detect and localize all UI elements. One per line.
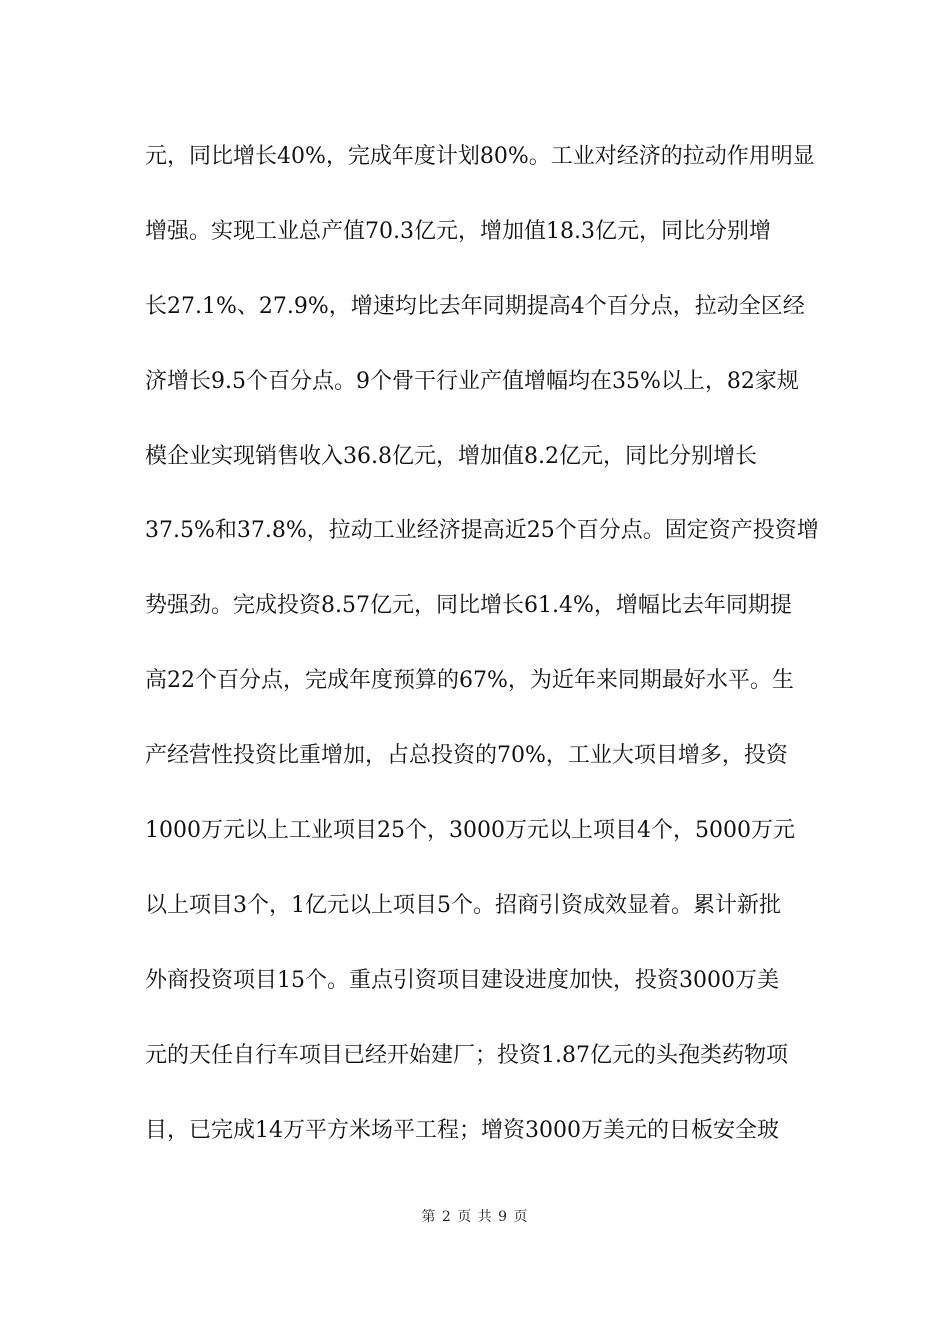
text-line: 济增长9.5个百分点。9个骨干行业产值增幅均在35%以上，82家规 <box>145 368 799 394</box>
text-line: 元的天任自行车项目已经开始建厂；投资1.87亿元的头孢类药物项 <box>145 1042 788 1068</box>
text-line: 以上项目3个，1亿元以上项目5个。招商引资成效显着。累计新批 <box>145 892 781 918</box>
page-number-footer: 第 2 页 共 9 页 <box>421 1209 529 1225</box>
text-line: 增强。实现工业总产值70.3亿元，增加值18.3亿元，同比分别增 <box>145 218 771 244</box>
text-line: 元，同比增长40%，完成年度计划80%。工业对经济的拉动作用明显 <box>145 144 815 169</box>
text-line: 37.5%和37.8%，拉动工业经济提高近25个百分点。固定资产投资增 <box>145 518 819 544</box>
text-line: 1000万元以上工业项目25个，3000万元以上项目4个，5000万元 <box>145 818 795 844</box>
body-text <box>145 134 825 1182</box>
text-line: 模企业实现销售收入36.8亿元，增加值8.2亿元，同比分别增长 <box>145 443 757 469</box>
text-line: 外商投资项目15个。重点引资项目建设进度加快，投资3000万美 <box>145 967 779 993</box>
text-line: 高22个百分点，完成年度预算的67%，为近年来同期最好水平。生 <box>145 668 794 694</box>
text-line: 长27.1%、27.9%，增速均比去年同期提高4个百分点，拉动全区经 <box>145 293 805 319</box>
text-line: 目，已完成14万平方米场平工程；增资3000万美元的日板安全玻 <box>145 1117 779 1143</box>
text-line: 产经营性投资比重增加，占总投资的70%，工业大项目增多，投资 <box>145 743 788 769</box>
text-line: 势强劲。完成投资8.57亿元，同比增长61.4%，增幅比去年同期提 <box>145 593 792 619</box>
